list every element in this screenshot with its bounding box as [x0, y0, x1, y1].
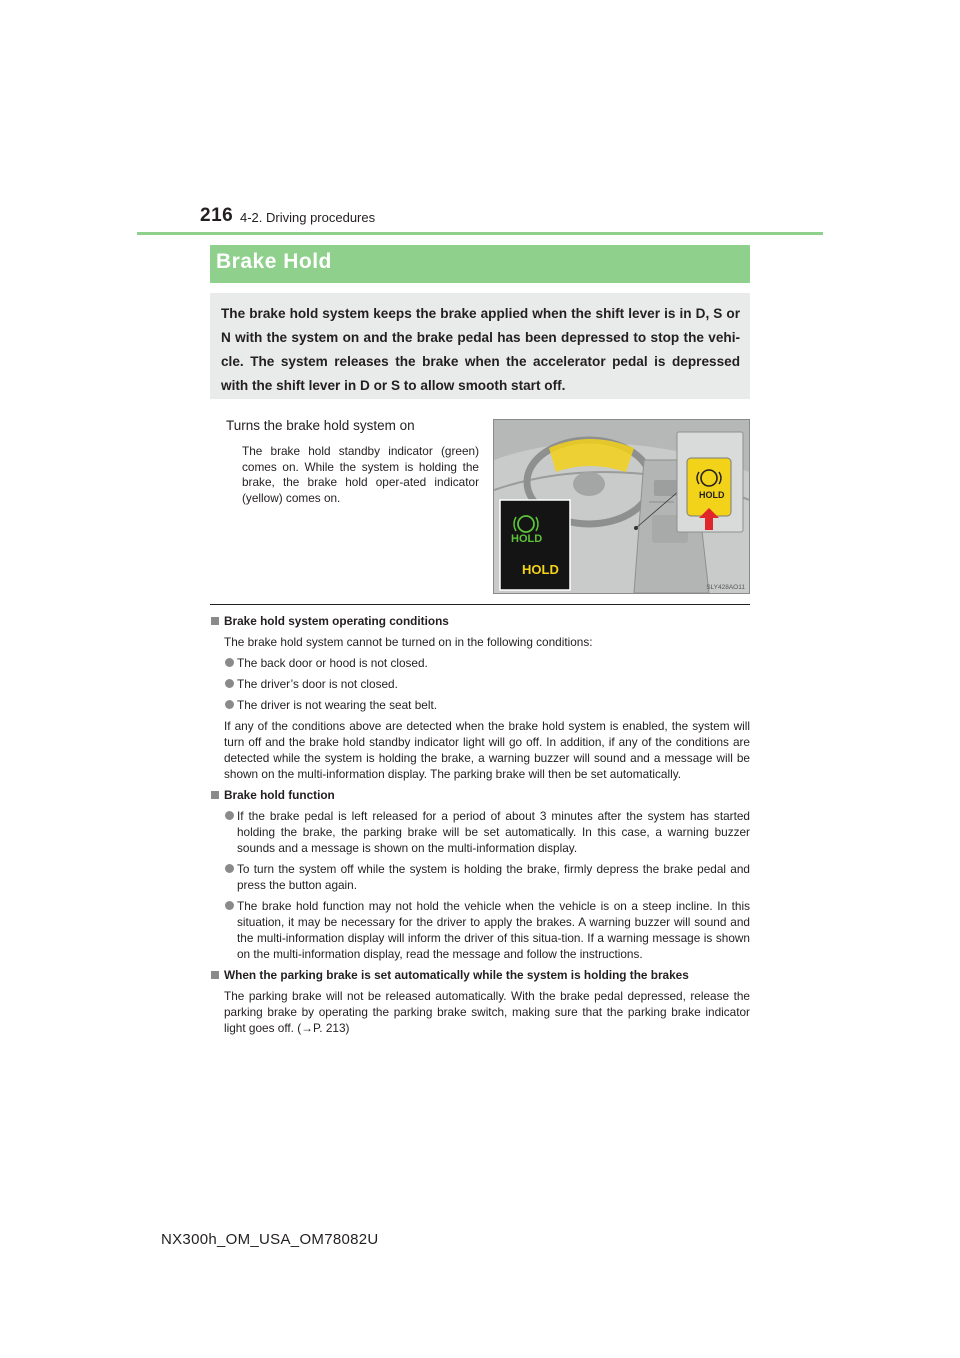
list-item: To turn the system off while the system is holding the brake, firmly depress the brake pedal and press the button again.: [210, 861, 750, 893]
title-bar: [210, 245, 750, 283]
image-code: SLY428AO11: [706, 584, 745, 591]
header-rule: [137, 232, 823, 235]
list-item: The driver is not wearing the seat belt.: [210, 697, 750, 713]
page-number: 216: [200, 205, 234, 226]
square-marker-icon: [211, 971, 219, 979]
note-heading-operating-conditions: Brake hold system operating conditions: [210, 613, 750, 629]
bullet-dot-icon: [225, 700, 234, 709]
bullet-dot-icon: [225, 658, 234, 667]
bullet-dot-icon: [225, 811, 234, 820]
note-body: The parking brake will not be released automatically. With the brake pedal depressed, release the parking brake by operating the parking brake switch, making sure that the parking brake indicator light goes off. (→P. 213): [224, 989, 750, 1035]
intro-box: [210, 293, 750, 399]
list-item: The back door or hood is not closed.: [210, 655, 750, 671]
footer-doc-id: NX300h_OM_USA_OM78082U: [161, 1231, 379, 1248]
step-description: The brake hold standby indicator (green) comes on. While the system is holding the brake, the brake hold oper-ated indicator (yellow) comes on.: [242, 444, 479, 505]
bullet-dot-icon: [225, 679, 234, 688]
list-item: The brake hold function may not hold the vehicle when the vehicle is on a steep incline. In this situation, it may be necessary for the driver to apply the brakes. A warning buzzer will sound and the multi-information display will inform the driver of this situa-tion. If a warning message is shown on the multi-information display, read the message and follow the instructions.: [210, 898, 750, 962]
note-body: If any of the conditions above are detected when the brake hold system is enabled, the system will turn off and the brake hold standby indicator light will go off. In addition, if any of the conditions are detected while the system is holding the brake, a warning buzzer will sound and a message will be shown on the multi-information display. The parking brake will then be set automatically.: [224, 719, 750, 781]
note-heading-brake-hold-function: Brake hold function: [210, 787, 750, 803]
square-marker-icon: [211, 617, 219, 625]
page-header: [196, 205, 826, 233]
standby-indicator-label: HOLD: [511, 533, 543, 545]
step-title: Turns the brake hold system on: [226, 418, 415, 433]
square-marker-icon: [211, 791, 219, 799]
list-item: The driver’s door is not closed.: [210, 676, 750, 692]
list-item: If the brake pedal is left released for a period of about 3 minutes after the system has started holding the brake, the parking brake will be set automatically. In this case, a warning buzzer sounds and a message is shown on the multi-information display.: [210, 808, 750, 856]
operated-indicator-label: HOLD: [522, 562, 559, 577]
note-heading-parking-brake: When the parking brake is set automatically while the system is holding the brakes: [210, 967, 750, 983]
note-body: The brake hold system cannot be turned on in the following conditions:: [224, 635, 593, 649]
section-rule: [210, 604, 750, 605]
section-title: 4-2. Driving procedures: [240, 210, 376, 225]
intro-text: The brake hold system keeps the brake applied when the shift lever is in D, S or N with the system on and the brake pedal has been depressed to stop the vehi-cle. The system releases the brake when the accelerator pedal is depressed with the shift lever in D or S to allow smooth start off.: [221, 306, 740, 393]
button-label: HOLD: [699, 490, 725, 500]
page-title: Brake Hold: [216, 250, 332, 273]
brake-hold-illustration: [493, 419, 750, 594]
notes-section: [210, 613, 750, 1041]
bullet-dot-icon: [225, 864, 234, 873]
bullet-dot-icon: [225, 901, 234, 910]
